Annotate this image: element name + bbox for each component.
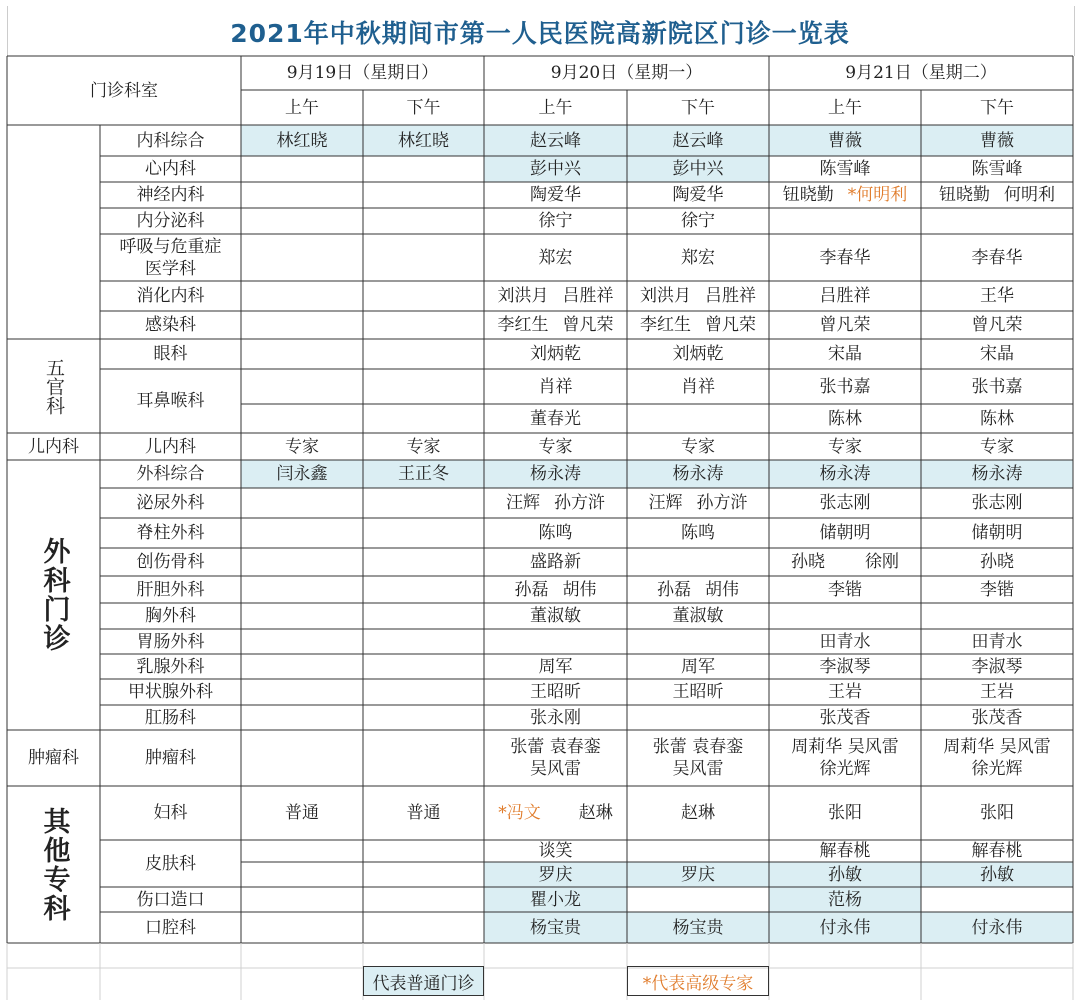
- doctor-name: 李春华: [971, 247, 1023, 268]
- group-label: 外科门诊: [38, 537, 70, 653]
- doctor-name: 宋晶: [828, 344, 862, 364]
- doctor-name: 李红生: [640, 315, 691, 335]
- legend-expert-label: *代表高级专家: [642, 973, 754, 994]
- doctor-name: 肖祥: [681, 376, 715, 397]
- doctor-name: 陶爱华: [672, 185, 724, 205]
- doctor-name: 专家: [285, 436, 319, 457]
- doctor-name: 付永伟: [819, 917, 871, 938]
- doctor-name: 徐宁: [538, 211, 573, 231]
- doctor-name: *何明利: [847, 185, 908, 205]
- doctor-name: 汪辉: [648, 493, 683, 513]
- doctor-name: 彭中兴: [530, 159, 581, 179]
- group-label: 儿内科: [28, 436, 79, 457]
- doctor-name: 孙晓: [791, 552, 825, 572]
- doctor-name: 曹薇: [980, 130, 1014, 151]
- doctor-name: 刘洪月: [497, 286, 549, 306]
- dept-label: 口腔科: [145, 917, 196, 938]
- doctor-name: 钮晓勤: [939, 185, 990, 205]
- dept-label: 呼吸与危重症: [119, 236, 222, 257]
- doctor-name: 彭中兴: [672, 159, 724, 179]
- doctor-name: 徐光辉: [971, 759, 1023, 779]
- doctor-name: 专家: [406, 436, 441, 457]
- doctor-name: 周军: [538, 656, 573, 677]
- doctor-name: 陈雪峰: [971, 159, 1023, 179]
- doctor-name: 徐光辉: [819, 759, 871, 779]
- doctor-name: 钮晓勤: [782, 185, 834, 205]
- dept-label: 泌尿外科: [136, 493, 205, 513]
- doctor-name: 李锴: [828, 579, 862, 600]
- doctor-name: 吕胜祥: [562, 286, 614, 306]
- dept-label: 儿内科: [145, 436, 196, 457]
- day-header-label: 9月19日（星期日）: [286, 63, 439, 83]
- doctor-name: 胡伟: [562, 579, 597, 600]
- doctor-name: 陈林: [828, 408, 862, 429]
- dept-label: 感染科: [145, 315, 196, 335]
- doctor-name: 汪辉: [506, 493, 540, 513]
- doctor-name: 林红晓: [276, 130, 328, 151]
- doctor-name: 王正冬: [398, 464, 449, 484]
- pm-header-label: 下午: [406, 97, 441, 118]
- dept-label: 肛肠科: [145, 707, 196, 728]
- dept-label: 甲状腺外科: [128, 682, 213, 702]
- dept-label: 内分泌科: [136, 211, 205, 231]
- dept-label: 眼科: [153, 344, 188, 364]
- doctor-name: 张书嘉: [971, 376, 1023, 397]
- legend-normal-clinic: [363, 966, 484, 996]
- doctor-name: 王昭昕: [672, 682, 724, 702]
- doctor-name: 董淑敏: [672, 606, 724, 626]
- am-header-label: 上午: [538, 97, 573, 118]
- am-header-label: 上午: [828, 97, 862, 118]
- doctor-name: 陶爱华: [530, 185, 581, 205]
- doctor-name: 张志刚: [819, 493, 871, 513]
- doctor-name: 李红生: [497, 315, 549, 335]
- doctor-name: 张书嘉: [819, 376, 871, 397]
- dept-label: 皮肤科: [145, 853, 196, 874]
- doctor-name: 曾凡荣: [971, 315, 1023, 335]
- dept-label: 耳鼻喉科: [136, 391, 205, 411]
- doctor-name: 赵云峰: [672, 130, 724, 151]
- doctor-name: 林红晓: [398, 130, 449, 151]
- group-label: 肿瘤科: [28, 748, 79, 768]
- doctor-name: 李淑琴: [971, 656, 1023, 677]
- doctor-name: 李淑琴: [819, 656, 871, 677]
- doctor-name: 专家: [681, 436, 715, 457]
- doctor-name: 曾凡荣: [705, 315, 756, 335]
- doctor-name: 孙敏: [828, 864, 862, 885]
- doctor-name: 付永伟: [971, 917, 1023, 938]
- doctor-name: 张茂香: [819, 707, 871, 728]
- doctor-name: 吴风雷: [530, 759, 581, 779]
- doctor-name: 瞿小龙: [530, 889, 581, 910]
- doctor-name: 孙磊: [657, 579, 691, 600]
- doctor-name: 赵琳: [681, 803, 715, 823]
- doctor-name: 专家: [538, 436, 573, 457]
- doctor-name: 吴风雷: [672, 759, 724, 779]
- dept-label: 妇科: [153, 803, 188, 823]
- doctor-name: 周莉华 吴风雷: [791, 737, 899, 757]
- doctor-name: 赵琳: [578, 803, 613, 823]
- doctor-name: 孙方浒: [696, 493, 748, 513]
- doctor-name: 盛路新: [530, 552, 581, 572]
- page-title: 2021年中秋期间市第一人民医院高新院区门诊一览表: [230, 19, 850, 48]
- doctor-name: 董春光: [530, 408, 581, 429]
- doctor-name: 孙方浒: [554, 493, 605, 513]
- dept-label: 胸外科: [145, 606, 196, 626]
- dept-label: 脊柱外科: [136, 523, 205, 543]
- doctor-name: 吕胜祥: [705, 286, 756, 306]
- doctor-name: 赵云峰: [530, 130, 581, 151]
- doctor-name: 专家: [828, 436, 862, 457]
- doctor-name: 张蕾 袁春銮: [652, 737, 744, 757]
- dept-label: 心内科: [145, 159, 196, 179]
- dept-label: 外科综合: [136, 464, 205, 484]
- doctor-name: 张阳: [980, 803, 1014, 823]
- doctor-name: 杨永涛: [530, 464, 581, 484]
- doctor-name: 李锴: [980, 579, 1014, 600]
- doctor-name: 张蕾 袁春銮: [510, 737, 601, 757]
- doctor-name: 范杨: [828, 889, 862, 910]
- doctor-name: 解春桃: [819, 841, 871, 861]
- doctor-name: 杨永涛: [672, 464, 724, 484]
- doctor-name: 董淑敏: [530, 606, 581, 626]
- doctor-name: 周莉华 吴风雷: [943, 737, 1051, 757]
- doctor-name: 曾凡荣: [819, 315, 871, 335]
- dept-label: 内科综合: [136, 130, 205, 151]
- doctor-name: 曹薇: [828, 130, 862, 151]
- doctor-name: 郑宏: [538, 247, 573, 268]
- doctor-name: 孙敏: [980, 864, 1014, 885]
- doctor-name: 杨宝贵: [672, 917, 724, 938]
- legend-senior-expert: [627, 966, 769, 996]
- doctor-name: 王岩: [980, 682, 1014, 702]
- doctor-name: 肖祥: [538, 376, 573, 397]
- doctor-name: 储朝明: [971, 523, 1023, 543]
- doctor-name: 曾凡荣: [562, 315, 614, 335]
- dept-label: 伤口造口: [136, 889, 205, 910]
- doctor-name: 谈笑: [538, 841, 573, 861]
- doctor-name: 李春华: [819, 247, 871, 268]
- pm-header-label: 下午: [980, 97, 1014, 118]
- doctor-name: 胡伟: [705, 579, 739, 600]
- dept-label: 肿瘤科: [145, 748, 196, 768]
- dept-header-label: 门诊科室: [90, 80, 158, 101]
- doctor-name: 罗庆: [681, 864, 715, 885]
- doctor-name: 张茂香: [971, 707, 1023, 728]
- doctor-name: 杨永涛: [971, 464, 1023, 484]
- doctor-name: 陈雪峰: [819, 159, 871, 179]
- doctor-name: 张志刚: [971, 493, 1023, 513]
- doctor-name: 孙晓: [980, 552, 1014, 572]
- doctor-name: 王岩: [828, 682, 862, 702]
- doctor-name: 何明利: [1004, 185, 1055, 205]
- dept-label: 神经内科: [136, 185, 205, 205]
- doctor-name: 孙磊: [514, 579, 549, 600]
- doctor-name: 刘洪月: [640, 286, 691, 306]
- day-header-label: 9月20日（星期一）: [550, 63, 703, 83]
- legend-normal-label: 代表普通门诊: [372, 973, 475, 994]
- dept-label: 消化内科: [136, 286, 205, 306]
- dept-label: 医学科: [145, 258, 196, 279]
- doctor-name: 宋晶: [980, 344, 1014, 364]
- dept-label: 肝胆外科: [136, 579, 205, 600]
- group-label: 五官科: [43, 357, 65, 415]
- am-header-label: 上午: [285, 97, 319, 118]
- pm-header-label: 下午: [681, 97, 715, 118]
- doctor-name: 徐刚: [865, 552, 899, 572]
- doctor-name: 郑宏: [681, 247, 715, 268]
- doctor-name: 罗庆: [538, 864, 573, 885]
- doctor-name: 刘炳乾: [530, 344, 581, 364]
- doctor-name: 张阳: [828, 803, 862, 823]
- doctor-name: 王昭昕: [530, 682, 581, 702]
- doctor-name: 陈鸣: [681, 523, 715, 543]
- doctor-name: 王华: [980, 286, 1014, 306]
- doctor-name: 储朝明: [819, 523, 871, 543]
- doctor-name: 解春桃: [971, 841, 1023, 861]
- doctor-name: 陈林: [980, 408, 1014, 429]
- doctor-name: 普通: [285, 803, 319, 823]
- doctor-name: 陈鸣: [538, 523, 573, 543]
- doctor-name: 杨永涛: [819, 464, 871, 484]
- doctor-name: 田青水: [819, 631, 871, 652]
- doctor-name: 刘炳乾: [672, 344, 724, 364]
- dept-label: 胃肠外科: [136, 631, 205, 652]
- doctor-name: 专家: [980, 436, 1014, 457]
- doctor-name: 闫永鑫: [276, 464, 328, 484]
- dept-label: 创伤骨科: [136, 552, 205, 572]
- group-label: 其他专科: [38, 806, 70, 923]
- day-header-label: 9月21日（星期二）: [845, 63, 997, 83]
- doctor-name: *冯文: [498, 803, 541, 823]
- doctor-name: 徐宁: [681, 211, 715, 231]
- doctor-name: 杨宝贵: [530, 917, 581, 938]
- doctor-name: 张永刚: [530, 707, 581, 728]
- doctor-name: 周军: [681, 656, 715, 677]
- doctor-name: 田青水: [971, 631, 1023, 652]
- doctor-name: 普通: [406, 803, 441, 823]
- dept-label: 乳腺外科: [136, 656, 205, 677]
- doctor-name: 吕胜祥: [819, 286, 871, 306]
